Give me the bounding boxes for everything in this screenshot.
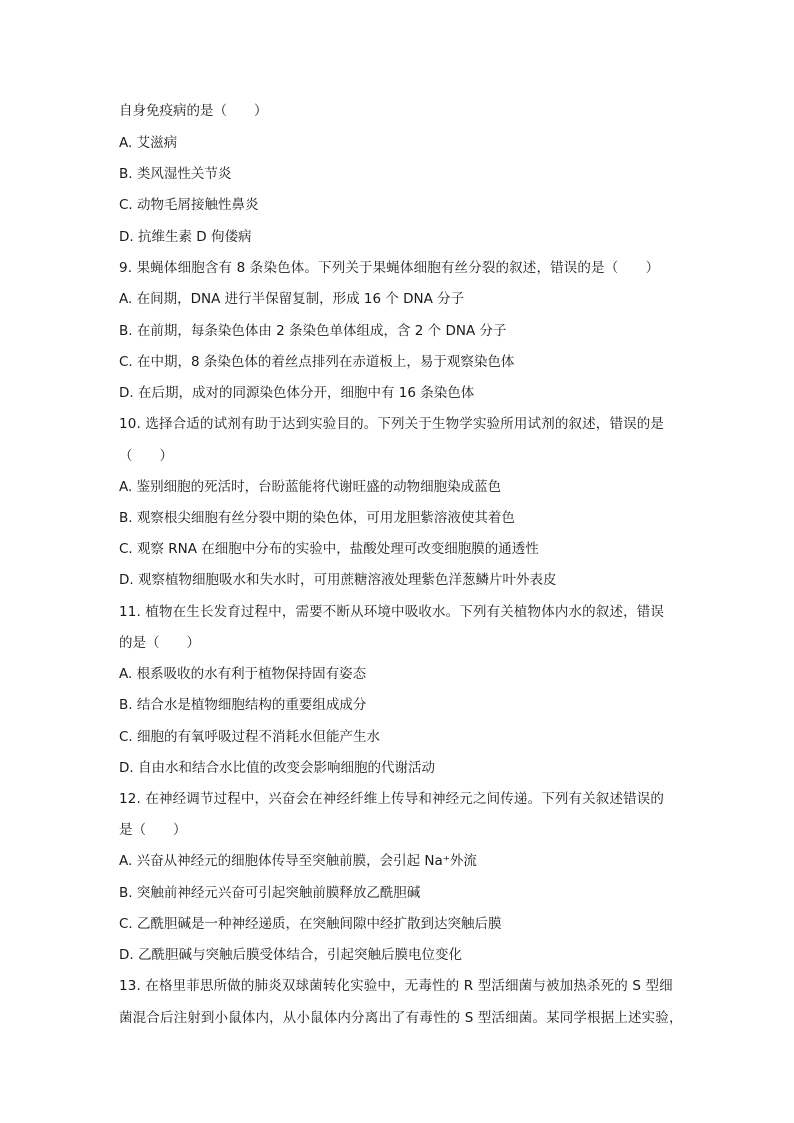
q10-option-b: B. 观察根尖细胞有丝分裂中期的染色体，可用龙胆紫溶液使其着色: [119, 510, 515, 526]
q12-option-a: A. 兴奋从神经元的细胞体传导至突触前膜，会引起 Na⁺外流: [119, 853, 477, 869]
q11-stem-line1: 11. 植物在生长发育过程中，需要不断从环境中吸收水。下列有关植物体内水的叙述，错误: [119, 604, 665, 620]
q11-option-c: C. 细胞的有氧呼吸过程不消耗水但能产生水: [119, 729, 381, 745]
q8-option-c: C. 动物毛屑接触性鼻炎: [119, 197, 259, 213]
q11-option-a: A. 根系吸收的水有利于植物保持固有姿态: [119, 666, 367, 682]
q12-stem-line1: 12. 在神经调节过程中，兴奋会在神经纤维上传导和神经元之间传递。下列有关叙述错误的: [119, 791, 665, 807]
q9-option-b: B. 在前期，每条染色体由 2 条染色单体组成，含 2 个 DNA 分子: [119, 323, 507, 339]
q8-option-a: A. 艾滋病: [119, 135, 178, 151]
q11-stem-line2: 的是（ ）: [119, 635, 200, 651]
q9-stem: 9. 果蝇体细胞含有 8 条染色体。下列关于果蝇体细胞有丝分裂的叙述，错误的是（ ）: [119, 260, 660, 276]
q13-stem-line1: 13. 在格里菲思所做的肺炎双球菌转化实验中，无毒性的 R 型活细菌与被加热杀死的 S 型细: [119, 978, 673, 994]
q9-option-a: A. 在间期，DNA 进行半保留复制，形成 16 个 DNA 分子: [119, 291, 465, 307]
q11-option-d: D. 自由水和结合水比值的改变会影响细胞的代谢活动: [119, 760, 435, 776]
q12-option-d: D. 乙酰胆碱与突触后膜受体结合，引起突触后膜电位变化: [119, 947, 462, 963]
q10-stem-line1: 10. 选择合适的试剂有助于达到实验目的。下列关于生物学实验所用试剂的叙述，错误的是: [119, 416, 665, 432]
q10-option-a: A. 鉴别细胞的死活时，台盼蓝能将代谢旺盛的动物细胞染成蓝色: [119, 479, 502, 495]
q9-option-c: C. 在中期，8 条染色体的着丝点排列在赤道板上，易于观察染色体: [119, 354, 515, 370]
q12-option-b: B. 突触前神经元兴奋可引起突触前膜释放乙酰胆碱: [119, 885, 421, 901]
q13-stem-line2: 菌混合后注射到小鼠体内，从小鼠体内分离出了有毒性的 S 型活细菌。某同学根据上述实验，: [119, 1010, 683, 1026]
q10-option-c: C. 观察 RNA 在细胞中分布的实验中，盐酸处理可改变细胞膜的通透性: [119, 541, 539, 557]
q10-stem-line2: （ ）: [119, 448, 173, 464]
q8-option-d: D. 抗维生素 D 佝偻病: [119, 229, 252, 245]
q10-option-d: D. 观察植物细胞吸水和失水时，可用蔗糖溶液处理紫色洋葱鳞片叶外表皮: [119, 572, 557, 588]
q9-option-d: D. 在后期，成对的同源染色体分开，细胞中有 16 条染色体: [119, 385, 475, 401]
q8-stem-continuation: 自身免疫病的是（ ）: [119, 103, 268, 119]
q12-stem-line2: 是（ ）: [119, 822, 187, 838]
q12-option-c: C. 乙酰胆碱是一种神经递质，在突触间隙中经扩散到达突触后膜: [119, 916, 502, 932]
q8-option-b: B. 类风湿性关节炎: [119, 166, 232, 182]
q11-option-b: B. 结合水是植物细胞结构的重要组成成分: [119, 697, 367, 713]
